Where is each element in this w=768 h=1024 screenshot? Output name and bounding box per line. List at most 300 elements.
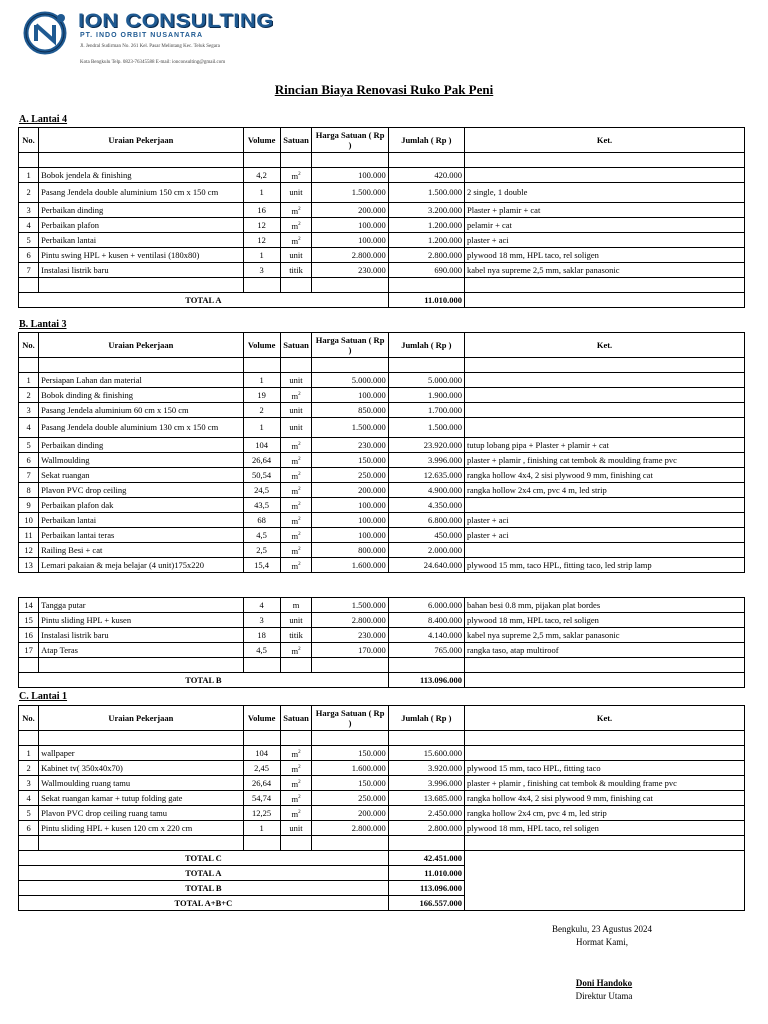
row-harga: 2.800.000 <box>312 613 388 628</box>
table-lantai-3-cont <box>18 597 465 688</box>
row-ket <box>465 543 745 558</box>
row-harga: 250.000 <box>312 791 388 806</box>
row-no: 9 <box>19 498 39 513</box>
row-volume: 54,74 <box>243 791 280 806</box>
row-harga: 200.000 <box>312 203 388 218</box>
row-uraian: Wallmoulding ruang tamu <box>39 776 243 791</box>
ket-row <box>465 498 745 513</box>
ket-table-lantai-1 <box>464 705 745 911</box>
row-satuan: $m^2$ <box>280 203 312 218</box>
blank-row <box>19 658 465 673</box>
table-row <box>19 513 465 528</box>
ket-row <box>465 558 745 573</box>
row-volume: 68 <box>243 513 280 528</box>
ket-row <box>465 613 745 628</box>
row-jumlah: 1.500.000 <box>388 183 464 203</box>
grand-total-row <box>19 896 465 911</box>
row-jumlah: 1.900.000 <box>388 388 464 403</box>
row-volume: 1 <box>243 248 280 263</box>
row-no: 4 <box>19 418 39 438</box>
ket-row <box>465 438 745 453</box>
row-volume: 1 <box>243 183 280 203</box>
col-header-volume: Volume <box>243 333 280 358</box>
company-address: Jl. Jendral Sudirman No. 261 Kel. Pasar Melintang Kec. Teluk Segara <box>80 44 220 49</box>
table-row <box>19 528 465 543</box>
row-uraian: Bobok jendela & finishing <box>39 168 243 183</box>
table-row <box>19 598 465 613</box>
row-ket <box>465 373 745 388</box>
row-jumlah: 2.800.000 <box>388 248 464 263</box>
row-satuan: $m^2$ <box>280 776 312 791</box>
row-satuan: $m^2$ <box>280 791 312 806</box>
table-row <box>19 263 465 278</box>
row-jumlah: 2.450.000 <box>388 806 464 821</box>
ket-row <box>465 418 745 438</box>
total-label: TOTAL C <box>19 851 389 866</box>
row-ket: plywood 18 mm, HPL taco, rel soligen <box>465 821 745 836</box>
section-a-label: A. Lantai 4 <box>19 114 68 125</box>
signature-place-date: Bengkulu, 23 Agustus 2024 <box>551 924 652 934</box>
row-jumlah: 6.800.000 <box>388 513 464 528</box>
row-no: 13 <box>19 558 39 573</box>
row-uraian: Perbaikan dinding <box>39 438 243 453</box>
row-harga: 230.000 <box>312 438 388 453</box>
table-row <box>19 218 465 233</box>
row-jumlah: 4.900.000 <box>388 483 464 498</box>
table-row <box>19 183 465 203</box>
col-header-no: No. <box>19 333 39 358</box>
col-header-ket: Ket. <box>465 128 745 153</box>
row-ket: rangka hollow 2x4 cm, pvc 4 m, led strip <box>465 806 745 821</box>
row-ket: plaster + aci <box>465 233 745 248</box>
row-volume: 26,64 <box>243 776 280 791</box>
grand-total-row <box>19 851 465 866</box>
table-row <box>19 248 465 263</box>
row-no: 5 <box>19 806 39 821</box>
row-volume: 2,45 <box>243 761 280 776</box>
total-label: TOTAL B <box>19 881 389 896</box>
ket-row <box>465 388 745 403</box>
col-header-uraian: Uraian Pekerjaan <box>39 333 243 358</box>
col-header-uraian: Uraian Pekerjaan <box>39 706 243 731</box>
row-jumlah: 765.000 <box>388 643 464 658</box>
total-label: TOTAL A <box>19 293 389 308</box>
row-jumlah: 4.140.000 <box>388 628 464 643</box>
row-uraian: Atap Teras <box>39 643 243 658</box>
row-harga: 150.000 <box>312 776 388 791</box>
row-no: 1 <box>19 168 39 183</box>
row-satuan: unit <box>280 613 312 628</box>
row-harga: 230.000 <box>312 628 388 643</box>
row-volume: 15,4 <box>243 558 280 573</box>
row-uraian: Sekat ruangan kamar + tutup folding gate <box>39 791 243 806</box>
row-harga: 1.600.000 <box>312 558 388 573</box>
total-value: 11.010.000 <box>388 293 464 308</box>
row-satuan: $m^2$ <box>280 438 312 453</box>
row-volume: 104 <box>243 746 280 761</box>
row-harga: 1.500.000 <box>312 183 388 203</box>
row-uraian: Pasang Jendela double aluminium 150 cm x 150 cm <box>39 183 243 203</box>
row-satuan: $m^2$ <box>280 513 312 528</box>
row-jumlah: 3.996.000 <box>388 453 464 468</box>
row-volume: 1 <box>243 373 280 388</box>
blank-row <box>19 731 465 746</box>
row-harga: 100.000 <box>312 498 388 513</box>
row-harga: 100.000 <box>312 218 388 233</box>
row-harga: 100.000 <box>312 528 388 543</box>
col-header-no: No. <box>19 128 39 153</box>
row-ket: rangka hollow 2x4 cm, pvc 4 m, led strip <box>465 483 745 498</box>
col-header-uraian: Uraian Pekerjaan <box>39 128 243 153</box>
row-jumlah: 690.000 <box>388 263 464 278</box>
total-value: 113.096.000 <box>388 881 464 896</box>
row-no: 5 <box>19 438 39 453</box>
table-row <box>19 388 465 403</box>
row-ket <box>465 403 745 418</box>
row-satuan: unit <box>280 373 312 388</box>
row-ket <box>465 498 745 513</box>
col-header-harga: Harga Satuan ( Rp ) <box>312 333 388 358</box>
row-no: 8 <box>19 483 39 498</box>
row-no: 1 <box>19 373 39 388</box>
row-no: 3 <box>19 776 39 791</box>
row-no: 15 <box>19 613 39 628</box>
total-b-row <box>19 673 465 688</box>
row-ket: plywood 18 mm, HPL taco, rel soligen <box>465 613 745 628</box>
table-row <box>19 373 465 388</box>
ket-row <box>465 248 745 263</box>
ket-row <box>465 643 745 658</box>
row-volume: 2 <box>243 403 280 418</box>
row-harga: 150.000 <box>312 746 388 761</box>
row-volume: 12 <box>243 218 280 233</box>
row-uraian: Lemari pakaian & meja belajar (4 unit)175x220 <box>39 558 243 573</box>
row-volume: 12,25 <box>243 806 280 821</box>
ket-table-lantai-4 <box>464 127 745 308</box>
row-satuan: titik <box>280 628 312 643</box>
row-harga: 200.000 <box>312 483 388 498</box>
row-harga: 230.000 <box>312 263 388 278</box>
row-volume: 19 <box>243 388 280 403</box>
row-harga: 150.000 <box>312 453 388 468</box>
row-satuan: $m^2$ <box>280 498 312 513</box>
row-uraian: Pintu swing HPL + kusen + ventilasi (180x80) <box>39 248 243 263</box>
row-jumlah: 1.700.000 <box>388 403 464 418</box>
row-ket <box>465 746 745 761</box>
row-volume: 4,5 <box>243 643 280 658</box>
table-row <box>19 203 465 218</box>
row-harga: 100.000 <box>312 513 388 528</box>
blank-row <box>19 278 465 293</box>
col-header-harga: Harga Satuan ( Rp ) <box>312 706 388 731</box>
row-ket: plaster + plamir , finishing cat tembok & moulding frame pvc <box>465 776 745 791</box>
ket-row <box>465 263 745 278</box>
row-harga: 170.000 <box>312 643 388 658</box>
row-volume: 26,64 <box>243 453 280 468</box>
table-row <box>19 168 465 183</box>
row-harga: 5.000.000 <box>312 373 388 388</box>
row-volume: 50,54 <box>243 468 280 483</box>
row-satuan: $m^2$ <box>280 453 312 468</box>
ket-row <box>465 761 745 776</box>
row-jumlah: 3.200.000 <box>388 203 464 218</box>
table-row <box>19 761 465 776</box>
row-volume: 24,5 <box>243 483 280 498</box>
row-no: 5 <box>19 233 39 248</box>
section-c-label: C. Lantai 1 <box>19 691 68 702</box>
total-value: 113.096.000 <box>388 673 464 688</box>
row-uraian: Bobok dinding & finishing <box>39 388 243 403</box>
grand-total-row <box>19 881 465 896</box>
ket-row <box>465 483 745 498</box>
row-harga: 2.800.000 <box>312 248 388 263</box>
row-jumlah: 450.000 <box>388 528 464 543</box>
row-satuan: $m^2$ <box>280 746 312 761</box>
signature-greeting: Hormat Kami, <box>576 937 628 947</box>
row-satuan: $m^2$ <box>280 218 312 233</box>
row-uraian: Kabinet tv( 350x40x70) <box>39 761 243 776</box>
row-ket: plaster + plamir , finishing cat tembok & moulding frame pvc <box>465 453 745 468</box>
table-lantai-3 <box>18 332 465 573</box>
row-ket: 2 single, 1 double <box>465 183 745 203</box>
row-uraian: Perbaikan dinding <box>39 203 243 218</box>
ket-row <box>465 373 745 388</box>
row-jumlah: 13.685.000 <box>388 791 464 806</box>
row-no: 1 <box>19 746 39 761</box>
row-ket <box>465 168 745 183</box>
row-uraian: Wallmoulding <box>39 453 243 468</box>
row-volume: 18 <box>243 628 280 643</box>
ket-row <box>465 628 745 643</box>
row-ket: bahan besi 0.8 mm, pijakan plat bordes <box>465 598 745 613</box>
row-no: 4 <box>19 218 39 233</box>
row-satuan: $m^2$ <box>280 543 312 558</box>
table-row <box>19 791 465 806</box>
row-jumlah: 15.600.000 <box>388 746 464 761</box>
total-label: TOTAL A+B+C <box>19 896 389 911</box>
row-volume: 3 <box>243 263 280 278</box>
row-jumlah: 4.350.000 <box>388 498 464 513</box>
row-no: 11 <box>19 528 39 543</box>
col-header-volume: Volume <box>243 128 280 153</box>
row-no: 6 <box>19 453 39 468</box>
row-no: 17 <box>19 643 39 658</box>
row-jumlah: 1.500.000 <box>388 418 464 438</box>
row-satuan: titik <box>280 263 312 278</box>
table-row <box>19 543 465 558</box>
row-jumlah: 3.920.000 <box>388 761 464 776</box>
row-satuan: $m^2$ <box>280 388 312 403</box>
row-uraian: Perbaikan plafon <box>39 218 243 233</box>
row-uraian: Pintu sliding HPL + kusen 120 cm x 220 cm <box>39 821 243 836</box>
row-satuan: $m^2$ <box>280 806 312 821</box>
row-ket: kabel nya supreme 2,5 mm, saklar panasonic <box>465 263 745 278</box>
row-ket: rangka taso, atap multiroof <box>465 643 745 658</box>
company-name: ION CONSULTING <box>78 11 274 32</box>
row-harga: 100.000 <box>312 233 388 248</box>
row-harga: 850.000 <box>312 403 388 418</box>
ket-row <box>465 528 745 543</box>
col-header-harga: Harga Satuan ( Rp ) <box>312 128 388 153</box>
col-header-jumlah: Jumlah ( Rp ) <box>388 333 464 358</box>
table-row <box>19 438 465 453</box>
row-jumlah: 1.200.000 <box>388 218 464 233</box>
row-harga: 200.000 <box>312 806 388 821</box>
signature-position: Direktur Utama <box>575 991 633 1001</box>
col-header-satuan: Satuan <box>280 706 312 731</box>
row-volume: 2,5 <box>243 543 280 558</box>
table-row <box>19 418 465 438</box>
row-no: 3 <box>19 203 39 218</box>
row-harga: 100.000 <box>312 388 388 403</box>
col-header-ket: Ket. <box>465 706 745 731</box>
row-uraian: Plavon PVC drop ceiling ruang tamu <box>39 806 243 821</box>
row-no: 4 <box>19 791 39 806</box>
row-ket: plywood 15 mm, taco HPL, fitting taco <box>465 761 745 776</box>
row-jumlah: 420.000 <box>388 168 464 183</box>
row-ket <box>465 388 745 403</box>
row-jumlah: 6.000.000 <box>388 598 464 613</box>
ket-row <box>465 776 745 791</box>
blank-row <box>19 836 465 851</box>
table-row <box>19 628 465 643</box>
row-no: 10 <box>19 513 39 528</box>
total-label: TOTAL B <box>19 673 389 688</box>
row-satuan: unit <box>280 418 312 438</box>
table-row <box>19 483 465 498</box>
row-no: 6 <box>19 821 39 836</box>
ket-row <box>465 168 745 183</box>
row-jumlah: 8.400.000 <box>388 613 464 628</box>
table-row <box>19 806 465 821</box>
ket-row <box>465 543 745 558</box>
table-row <box>19 821 465 836</box>
table-row <box>19 776 465 791</box>
col-header-no: No. <box>19 706 39 731</box>
row-uraian: wallpaper <box>39 746 243 761</box>
company-logo <box>22 9 74 55</box>
table-row <box>19 498 465 513</box>
row-uraian: Perbaikan lantai <box>39 233 243 248</box>
row-no: 2 <box>19 183 39 203</box>
col-header-satuan: Satuan <box>280 333 312 358</box>
row-ket: plywood 18 mm, HPL taco, rel soligen <box>465 248 745 263</box>
row-satuan: $m^2$ <box>280 643 312 658</box>
row-ket: kabel nya supreme 2,5 mm, saklar panasonic <box>465 628 745 643</box>
row-uraian: Tangga putar <box>39 598 243 613</box>
table-row <box>19 558 465 573</box>
ket-table-lantai-3 <box>464 332 745 573</box>
row-uraian: Perbaikan lantai <box>39 513 243 528</box>
row-satuan: $m^2$ <box>280 483 312 498</box>
row-harga: 800.000 <box>312 543 388 558</box>
ket-row <box>465 233 745 248</box>
row-uraian: Railing Besi + cat <box>39 543 243 558</box>
table-row <box>19 233 465 248</box>
row-uraian: Perbaikan plafon dak <box>39 498 243 513</box>
row-harga: 1.500.000 <box>312 418 388 438</box>
row-satuan: $m^2$ <box>280 468 312 483</box>
col-header-jumlah: Jumlah ( Rp ) <box>388 128 464 153</box>
col-header-jumlah: Jumlah ( Rp ) <box>388 706 464 731</box>
row-volume: 4,2 <box>243 168 280 183</box>
row-uraian: Pintu sliding HPL + kusen <box>39 613 243 628</box>
document-title: Rincian Biaya Renovasi Ruko Pak Peni <box>274 82 494 97</box>
row-uraian: Instalasi listrik baru <box>39 628 243 643</box>
row-no: 7 <box>19 263 39 278</box>
row-volume: 4,5 <box>243 528 280 543</box>
row-satuan: $m^2$ <box>280 528 312 543</box>
col-header-ket: Ket. <box>465 333 745 358</box>
row-jumlah: 23.920.000 <box>388 438 464 453</box>
ket-row <box>465 791 745 806</box>
row-jumlah: 3.996.000 <box>388 776 464 791</box>
blank-row <box>19 153 465 168</box>
table-row <box>19 746 465 761</box>
row-satuan: $m^2$ <box>280 233 312 248</box>
row-no: 12 <box>19 543 39 558</box>
ket-row <box>465 598 745 613</box>
row-satuan: m <box>280 598 312 613</box>
row-no: 2 <box>19 388 39 403</box>
ket-row <box>465 821 745 836</box>
total-a-row <box>19 293 465 308</box>
row-volume: 43,5 <box>243 498 280 513</box>
ket-table-lantai-3-cont <box>464 597 745 688</box>
row-volume: 104 <box>243 438 280 453</box>
row-jumlah: 24.640.000 <box>388 558 464 573</box>
row-uraian: Plavon PVC drop ceiling <box>39 483 243 498</box>
row-ket: plaster + aci <box>465 528 745 543</box>
table-row <box>19 403 465 418</box>
row-ket: rangka hollow 4x4, 2 sisi plywood 9 mm, finishing cat <box>465 791 745 806</box>
total-label: TOTAL A <box>19 866 389 881</box>
row-satuan: unit <box>280 248 312 263</box>
ket-row <box>465 513 745 528</box>
table-row <box>19 643 465 658</box>
section-b-label: B. Lantai 3 <box>19 319 67 330</box>
row-no: 6 <box>19 248 39 263</box>
row-satuan: unit <box>280 403 312 418</box>
signature-name: Doni Handoko <box>575 978 633 988</box>
row-jumlah: 12.635.000 <box>388 468 464 483</box>
row-harga: 250.000 <box>312 468 388 483</box>
row-uraian: Pasang Jendela double aluminium 130 cm x 150 cm <box>39 418 243 438</box>
table-lantai-1 <box>18 705 465 911</box>
row-ket: rangka hollow 4x4, 2 sisi plywood 9 mm, finishing cat <box>465 468 745 483</box>
row-volume: 12 <box>243 233 280 248</box>
row-jumlah: 5.000.000 <box>388 373 464 388</box>
grand-total-row <box>19 866 465 881</box>
row-uraian: Persiapan Lahan dan material <box>39 373 243 388</box>
row-satuan: unit <box>280 183 312 203</box>
row-volume: 1 <box>243 821 280 836</box>
row-volume: 1 <box>243 418 280 438</box>
col-header-volume: Volume <box>243 706 280 731</box>
ket-row <box>465 468 745 483</box>
row-no: 14 <box>19 598 39 613</box>
row-no: 16 <box>19 628 39 643</box>
company-contact: Kota Bengkulu Telp. 0823-76345588 E-mail: ionconsulting@gmail.com <box>80 60 226 65</box>
row-satuan: $m^2$ <box>280 168 312 183</box>
row-ket: tutup lobang pipa + Plaster + plamir + cat <box>465 438 745 453</box>
row-no: 2 <box>19 761 39 776</box>
blank-row <box>19 358 465 373</box>
row-jumlah: 1.200.000 <box>388 233 464 248</box>
company-subtitle: PT. INDO ORBIT NUSANTARA <box>80 32 204 39</box>
row-no: 3 <box>19 403 39 418</box>
row-harga: 1.600.000 <box>312 761 388 776</box>
